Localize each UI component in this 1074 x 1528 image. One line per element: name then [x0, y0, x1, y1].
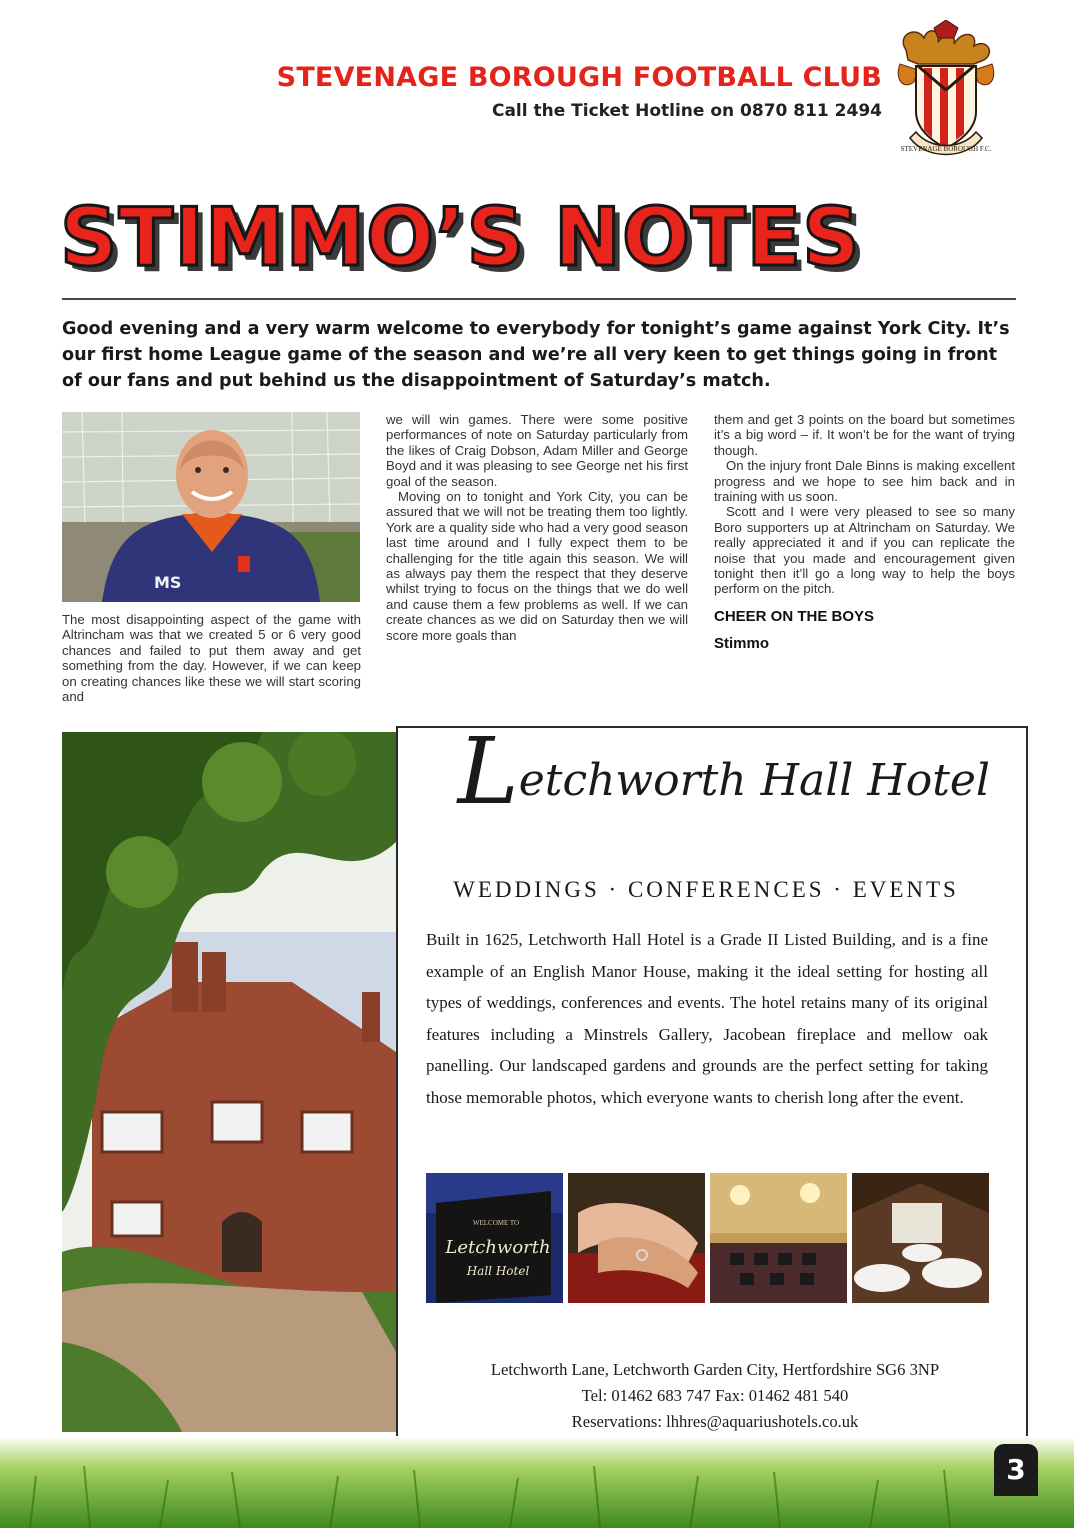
paragraph: Moving on to tonight and York City, you can be assured that we will not be treating them too lightly. York are a quality side who had a very good season last time around and I fully expect them to be challenging for the title again this season. We will as always pay them the respect that they deserve whilst trying to focus on the things that we do well and cause them a few problems as well. If we can create chances as we did on Saturday then we will score more goals than	[386, 489, 688, 643]
article-column-1	[62, 612, 361, 704]
hotel-name-initial: L	[457, 718, 519, 825]
hotel-photo	[62, 732, 396, 1432]
hotel-reservations: Reservations: lhhres@aquariushotels.co.uk	[571, 1412, 859, 1431]
paragraph: On the injury front Dale Binns is making excellent progress and we hope to see him back and in training with us soon.	[714, 458, 1015, 505]
article-title: STIMMO’S NOTES	[60, 191, 861, 284]
article-column-3	[714, 412, 1015, 652]
page-number: 3	[994, 1444, 1038, 1496]
paragraph: them and get 3 points on the board but sometimes it’s a big word – if. It won’t be for the want of trying though.	[714, 412, 1015, 458]
sign-name-line-1: Letchworth	[445, 1237, 551, 1258]
hotel-phone: Tel: 01462 683 747 Fax: 01462 481 540	[581, 1386, 849, 1405]
club-name: STEVENAGE BOROUGH FOOTBALL CLUB	[276, 62, 882, 93]
title-divider	[62, 298, 1016, 300]
paragraph: Scott and I were very pleased to see so many Boro supporters up at Altrincham on Saturday. We really appreciated it and if you can replicate the noise that you made and encouragement given tonight then it’ll go a long way to help the boys perform on the pitch.	[714, 504, 1015, 597]
wedding-hands-photo	[568, 1173, 705, 1303]
banquet-hall-photo	[852, 1173, 989, 1303]
hotel-tagline: WEDDINGS · CONFERENCES · EVENTS	[453, 877, 959, 902]
article-intro: Good evening and a very warm welcome to everybody for tonight’s game against York City. It’s our first home League game of the season and we’re all very keen to get things going in front of our fans and put behind us the disappointment of Saturday’s match.	[62, 319, 1010, 391]
cheer-heading: CHEER ON THE BOYS	[714, 607, 875, 625]
club-crest-icon	[896, 20, 996, 160]
sign-small-text: WELCOME TO	[472, 1219, 520, 1227]
hotel-name-rest: etchworth Hall Hotel	[518, 755, 990, 806]
article-column-2	[386, 412, 688, 643]
ticket-hotline: Call the Ticket Hotline on 0870 811 2494	[491, 101, 882, 121]
hotel-sign-photo	[426, 1173, 563, 1303]
hotel-description: Built in 1625, Letchworth Hall Hotel is a Grade II Listed Building, and is a fine example of an English Manor House, making it the ideal setting for hosting all types of weddings, conferences and events. The hotel retains many of its original features including a Minstrels Gallery, Jacobean fireplace and mellow oak panelling. Our landscaped gardens and grounds are the perfect setting for taking those memorable photos, which everyone wants to cherish long after the event.	[426, 930, 988, 1107]
paragraph: The most disappointing aspect of the game with Altrincham was that we created 5 or 6 very good chances and failed to put them away and get something from the day. However, if we can keep on creating chances like these we will start scoring and	[62, 612, 361, 705]
hotel-name	[430, 718, 990, 825]
sign-name-line-2: Hall Hotel	[466, 1264, 530, 1278]
signoff: Stimmo	[714, 635, 770, 653]
crest-banner-text: STEVENAGE BOROUGH F.C.	[900, 145, 992, 153]
conference-room-photo	[710, 1173, 847, 1303]
hotel-address: Letchworth Lane, Letchworth Garden City, Hertfordshire SG6 3NP	[490, 1360, 940, 1379]
shirt-initials: MS	[154, 573, 182, 592]
grass-footer	[0, 1436, 1074, 1528]
manager-photo	[62, 412, 360, 602]
paragraph: we will win games. There were some positive performances of note on Saturday particularly from the likes of Craig Dobson, Adam Miller and George Boyd and it was pleasing to see George net his first goal of the season.	[386, 412, 688, 489]
